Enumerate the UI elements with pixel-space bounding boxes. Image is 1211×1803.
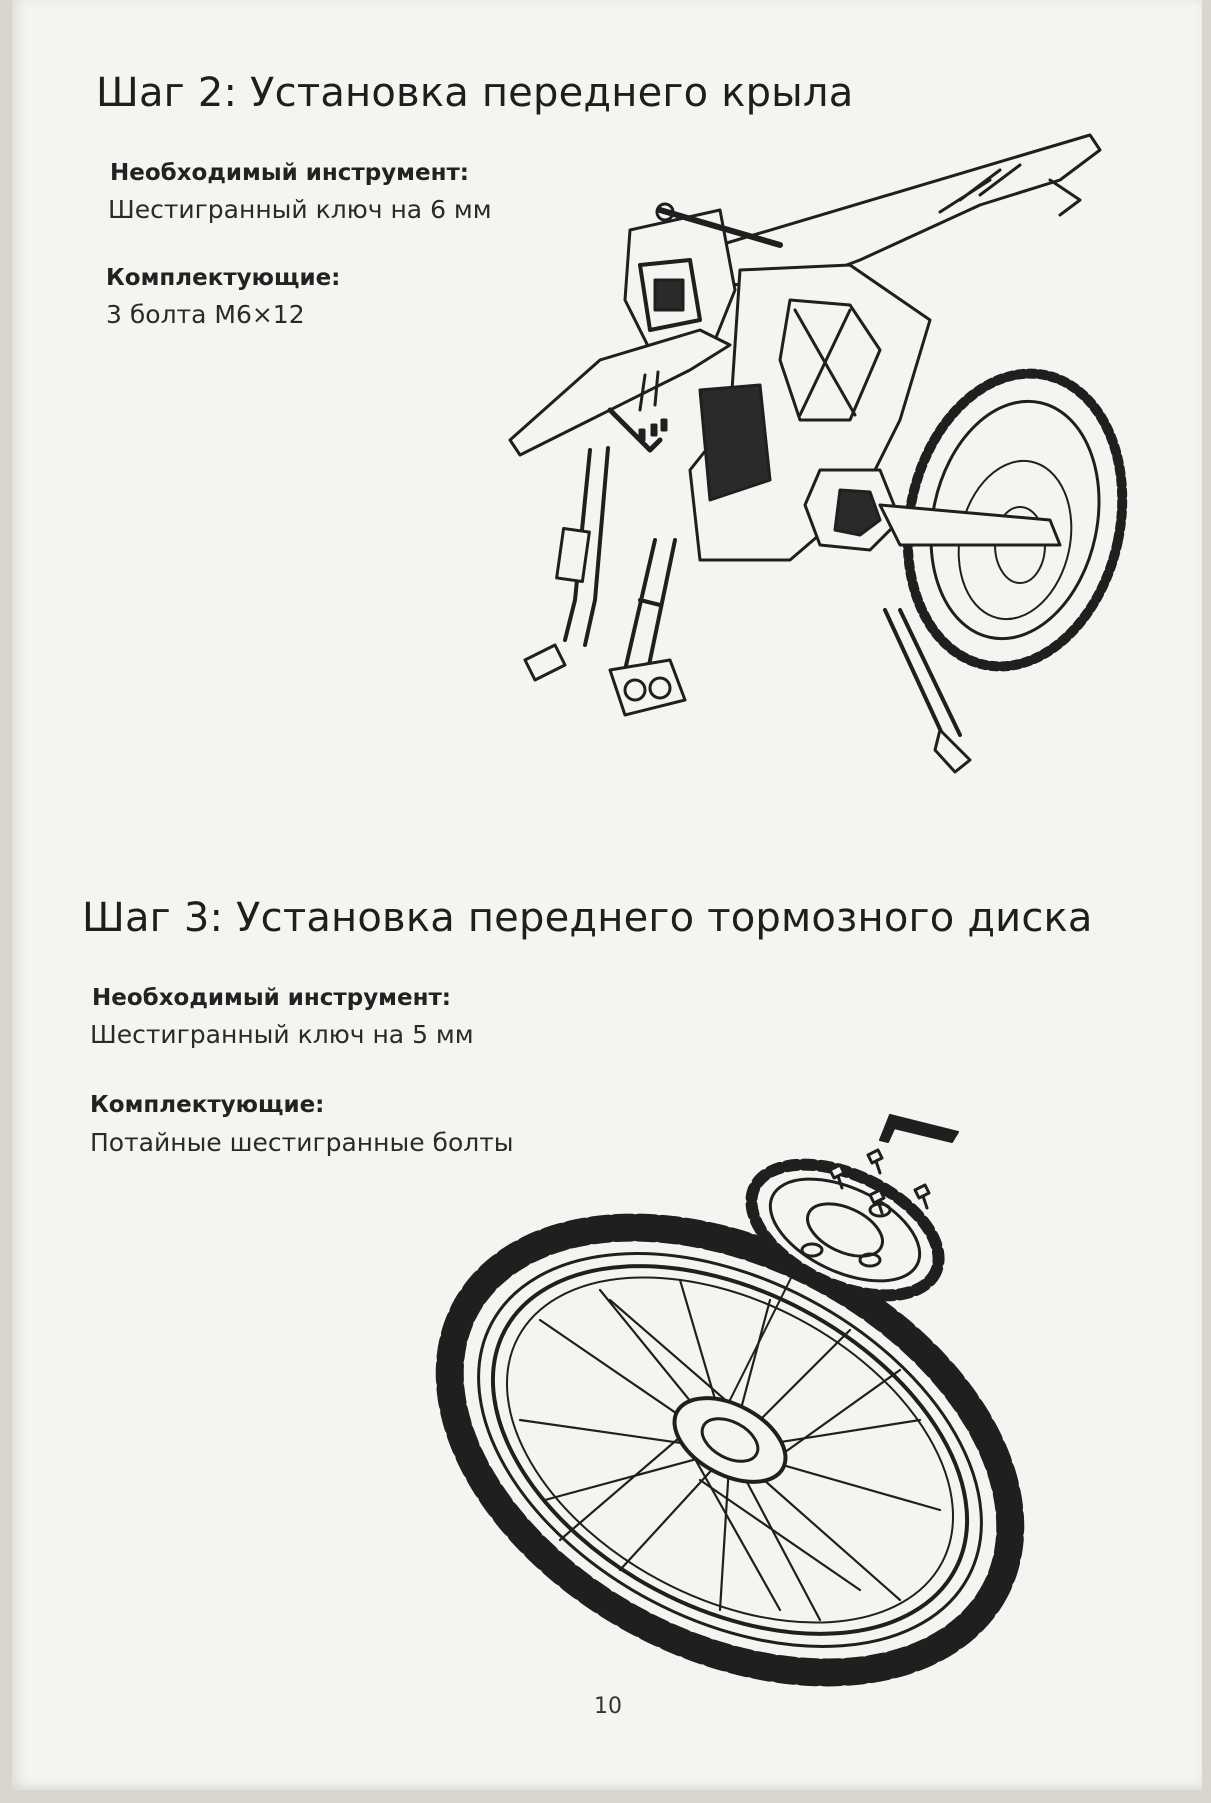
step2-tool-label: Необходимый инструмент:: [110, 160, 470, 186]
page-number: 10: [594, 1694, 622, 1719]
step2-parts-value: 3 болта М6×12: [106, 300, 305, 329]
step2-parts-label: Комплектующие:: [106, 265, 341, 291]
step3-parts-value: Потайные шестигранные болты: [90, 1128, 514, 1157]
manual-page: [12, 0, 1202, 1790]
step3-title: Шаг 3: Установка переднего тормозного диска: [82, 895, 1093, 941]
wheel-brake-disc-illustration: [12, 0, 1202, 1790]
step2-tool-value: Шестигранный ключ на 6 мм: [108, 195, 492, 224]
step2-title: Шаг 2: Установка переднего крыла: [96, 70, 854, 116]
step3-tool-label: Необходимый инструмент:: [92, 985, 452, 1011]
step3-tool-value: Шестигранный ключ на 5 мм: [90, 1020, 474, 1049]
step3-parts-label: Комплектующие:: [90, 1092, 325, 1118]
